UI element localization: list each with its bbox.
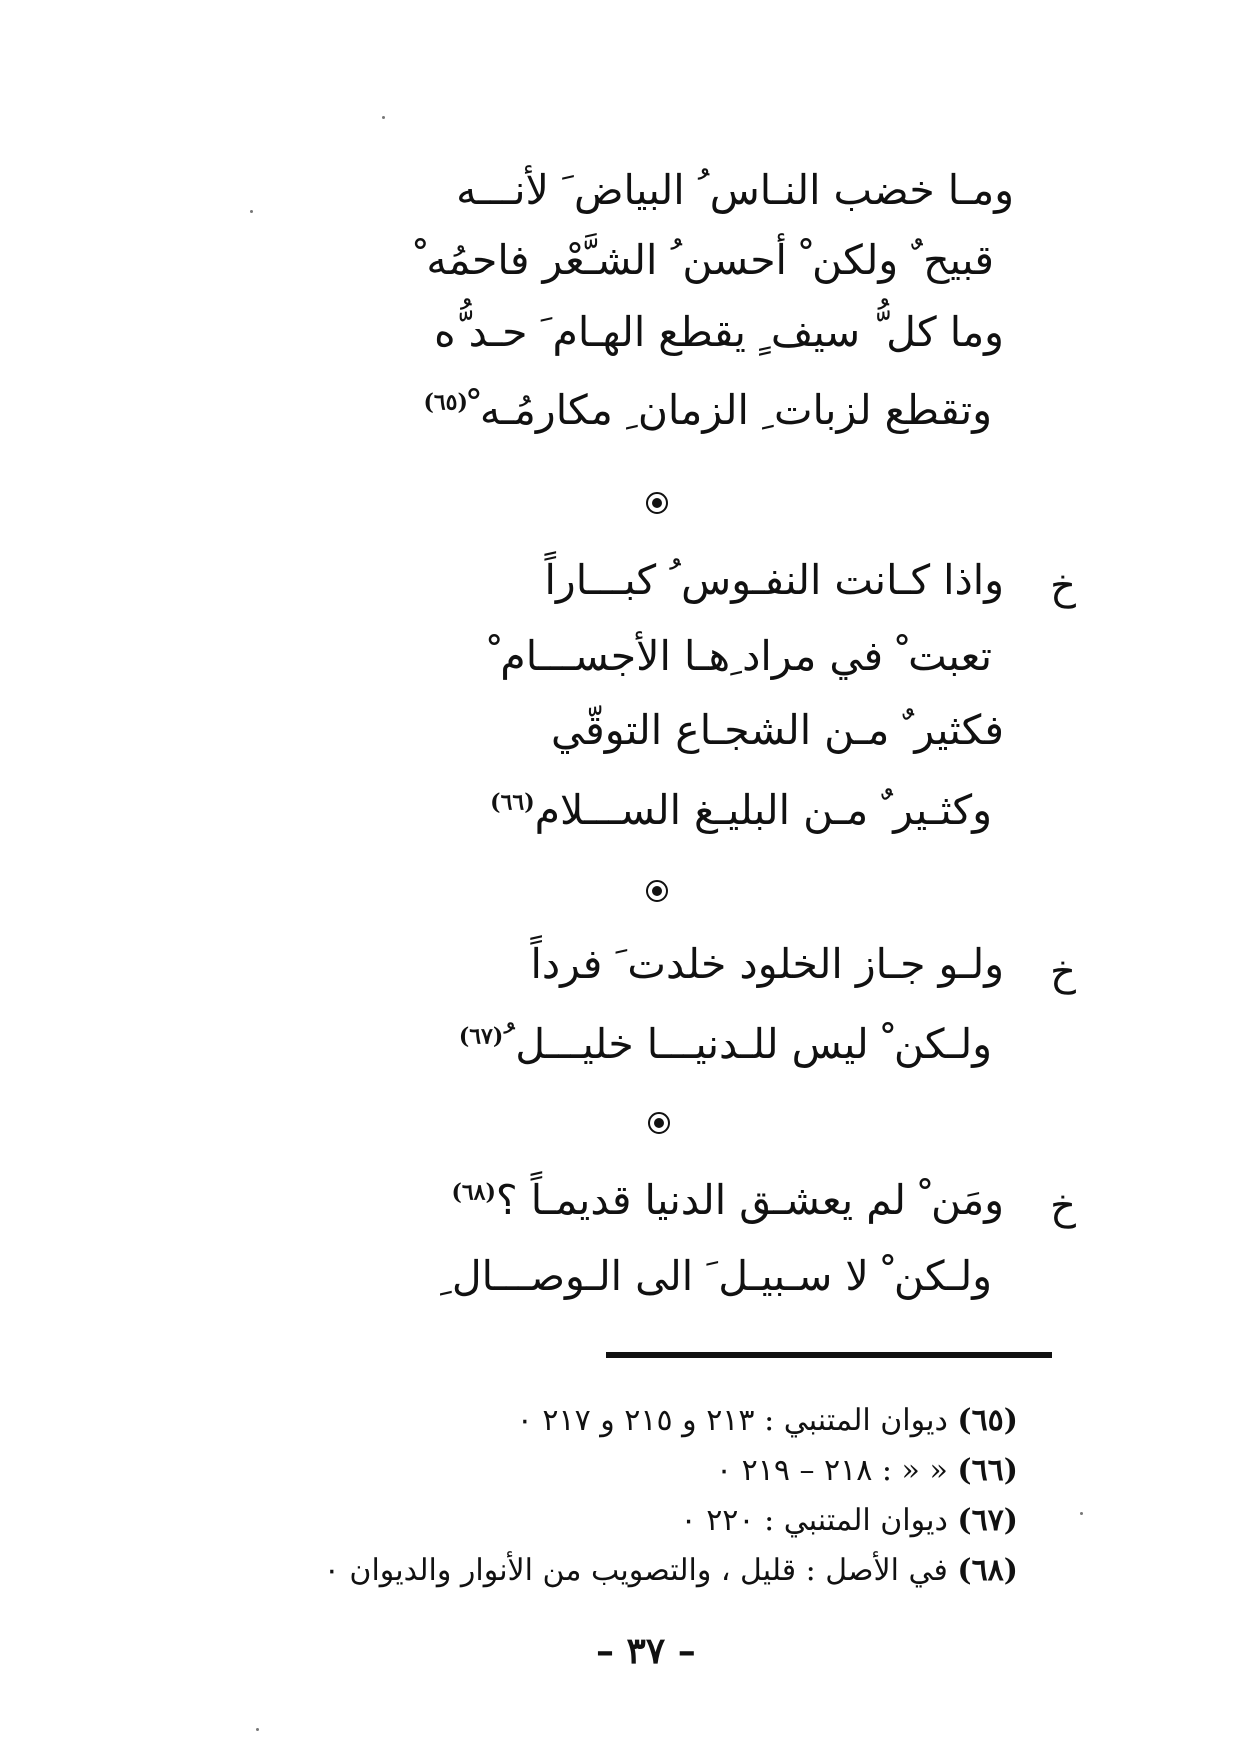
verse-3-hemistich-2: تعبت ْ في مراد ِهـا الأجســـام ْ (488, 632, 992, 680)
footnote-66-text: « « : ٢١٨ – ٢١٩ ٠ (715, 1453, 948, 1488)
verse-5-marker: خ (1050, 949, 1076, 995)
separator-ornament-3 (648, 1112, 670, 1134)
footnote-67-number: (٦٧) (957, 1503, 1018, 1538)
scan-speck (250, 210, 253, 213)
verse-4-hemistich-1: فكثير ٌ مـن الشجـاع التوقّي (550, 706, 1004, 754)
footnote-67-text: ديوان المتنبي : ٢٢٠ ٠ (680, 1503, 948, 1538)
footnote-ref-65: (٦٥) (423, 389, 468, 416)
verse-6-hemistich-1: ومَن ْ لم يعشـق الدنيا قديمـاً ؟$^{(٦٨)}$ (451, 1176, 1004, 1224)
scan-speck (256, 1728, 259, 1731)
verse-1-hemistich-1: ومـا خضب النـاس ُ البياض َ لأنـــه (456, 166, 1014, 214)
page-number: – ٣٧ – (596, 1630, 696, 1672)
footnote-67 (680, 1503, 1018, 1538)
scan-speck (382, 116, 385, 119)
verse-3-marker: خ (1050, 563, 1076, 609)
footnote-ref-66: (٦٦) (490, 789, 535, 816)
scan-speck (1080, 1512, 1083, 1515)
footnote-66 (715, 1453, 1018, 1488)
verse-5-hemistich-1: ولـو جـاز الخلود خلدت َ فرداً (530, 940, 1004, 988)
footnote-65-number: (٦٥) (957, 1403, 1018, 1438)
verse-6-hemistich-2: ولـكن ْ لا سـبيـل َ الى الـوصـــال ِ (439, 1252, 992, 1300)
verse-2-hemistich-1: وما كل ُّ سيف ٍ يقطع الهـام َ حـد ُّه (434, 308, 1004, 356)
separator-ornament-2 (646, 880, 668, 902)
verse-1-hemistich-2: قبيح ٌ ولكن ْ أحسن ُ الشـَّعْر فاحمُه ْ (414, 236, 994, 284)
footnote-separator-rule (606, 1352, 1052, 1358)
footnote-ref-68: (٦٨) (451, 1179, 496, 1206)
footnote-ref-67: (٦٧) (458, 1023, 504, 1050)
verse-5-hemistich-2: ولـكن ْ ليس للـدنيـــا خليـــل ُ$^{(٦٧)}$ (458, 1020, 992, 1068)
verse-6-marker: خ (1050, 1183, 1076, 1229)
verse-4-hemistich-2: وكثـير ٌ مـن البليـغ الســـلام$^{(٦٦)}$ (490, 786, 992, 834)
verse-3-hemistich-1: واذا كـانت النفـوس ُ كبـــاراً (544, 556, 1004, 604)
footnote-65 (516, 1403, 1018, 1438)
footnote-68 (323, 1553, 1018, 1588)
footnote-65-text: ديوان المتنبي : ٢١٣ و ٢١٥ و ٢١٧ ٠ (516, 1403, 948, 1438)
separator-ornament-1 (646, 492, 668, 514)
footnote-68-text: في الأصل : قليل ، والتصويب من الأنوار والديوان ٠ (323, 1553, 948, 1588)
verse-2-hemistich-2: وتقطع لزبات ِ الزمان ِ مكارمُـه ْ$^{(٦٥)}$ (423, 386, 992, 434)
footnote-68-number: (٦٨) (957, 1553, 1018, 1588)
footnote-66-number: (٦٦) (957, 1453, 1018, 1488)
